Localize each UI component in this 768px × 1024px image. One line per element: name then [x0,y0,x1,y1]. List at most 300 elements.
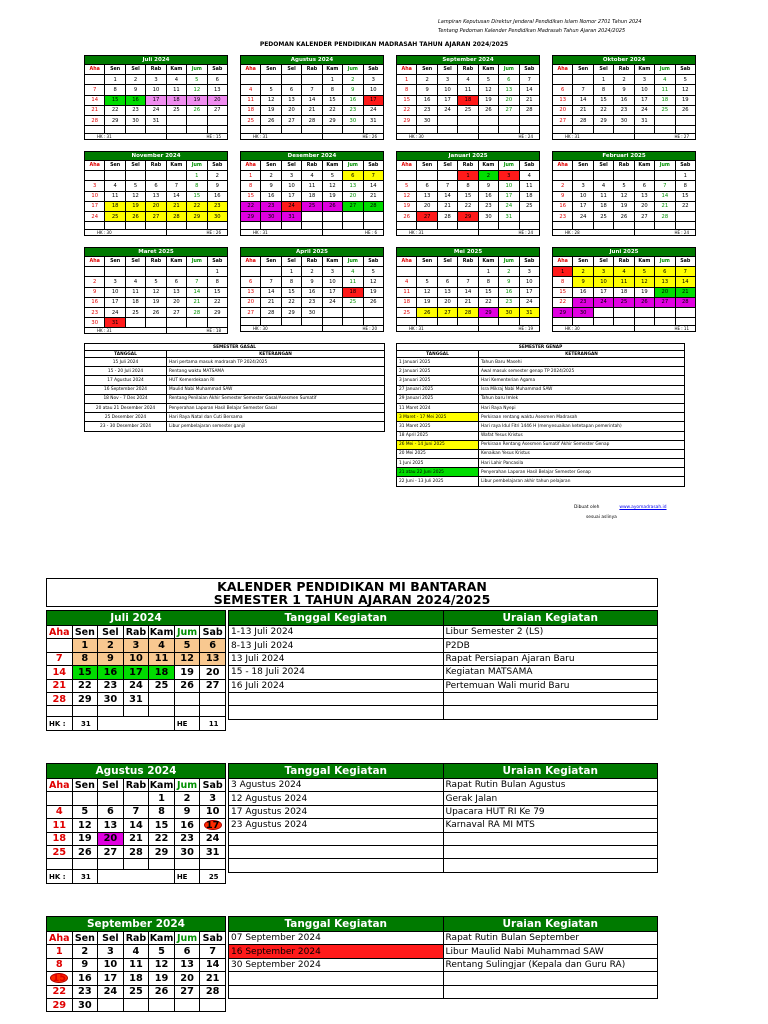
day-cell: 13 [146,191,166,201]
he-label: HE [174,870,200,884]
hk-count: HK : 31 [85,134,167,140]
day-cell [553,75,573,85]
day-cell: 6 [343,171,363,181]
weekday-header: Sel [593,257,613,267]
event-row [85,376,385,385]
day-cell [302,75,322,85]
day-cell: 31 [105,318,125,328]
day-cell: 20 [634,201,654,211]
event-description: Hari Raya Natal dan Cuti Bersama [167,413,385,422]
empty-cell [207,222,227,230]
hk-label: HK : [47,870,73,884]
empty-cell [72,859,98,870]
day-cell: 8 [207,277,227,287]
event-row [397,385,685,394]
empty-cell [105,222,125,230]
day-cell: 17 [573,201,593,211]
empty-cell [437,126,457,134]
activity-row [229,985,658,998]
activity-table [228,610,658,720]
day-cell: 14 [302,95,322,105]
weekday-header: Aha [397,257,417,267]
activity-date: 3 Agustus 2024 [229,779,444,792]
weekday-header: Rab [458,161,478,171]
month-name: Desember 2024 [241,152,384,161]
day-cell: 2 [72,945,98,958]
weekday-header: Sel [437,65,457,75]
activity-description [443,692,658,705]
day-cell [458,115,478,125]
day-cell: 6 [98,805,124,818]
empty-cell [437,222,457,230]
event-description: HUT Kemerdekaan RI [167,376,385,385]
he-count: HE : 11 [634,326,695,332]
day-cell: 18 [241,105,261,115]
day-cell [593,307,613,317]
month-calendar [240,55,384,140]
day-cell: 7 [85,85,105,95]
event-row [85,413,385,422]
day-cell [363,307,383,317]
event-row [397,394,685,403]
day-cell [634,171,654,181]
activity-description: P2DB [443,639,658,652]
event-row [397,422,685,431]
weekday-header: Sel [593,161,613,171]
empty-cell [478,318,498,326]
day-cell: 14 [363,181,383,191]
day-cell: 6 [499,75,519,85]
col-tanggal: TANGGAL [397,351,479,358]
day-cell: 22 [675,201,695,211]
weekday-header: Sab [363,161,383,171]
day-cell: 25 [125,307,145,317]
activity-date: 07 September 2024 [229,932,444,945]
day-cell [397,267,417,277]
day-cell [200,819,226,832]
empty-cell [281,318,301,326]
weekday-header: Aha [47,779,73,792]
weekday-header: Jum [174,932,200,945]
day-cell: 16 [478,191,498,201]
day-cell: 13 [499,85,519,95]
day-cell: 10 [281,181,301,191]
weekday-header: Aha [553,257,573,267]
day-cell: 22 [478,297,498,307]
decree-line-2: Tentang Pedoman Kalender Pendidikan Madrasah Tahun Ajaran 2024/2025 [438,28,626,34]
month-name: Februari 2025 [553,152,696,161]
event-date: 23 - 30 Desember 2024 [85,422,167,431]
day-cell: 29 [72,692,98,705]
day-cell: 30 [174,845,200,858]
semester-gasal-title: SEMESTER GASAL [85,344,385,351]
day-cell: 31 [634,115,654,125]
day-cell [593,171,613,181]
day-cell: 29 [281,307,301,317]
day-cell: 19 [322,191,342,201]
day-cell: 24 [573,211,593,221]
day-cell: 9 [614,85,634,95]
day-cell: 31 [519,307,539,317]
empty-cell [187,126,207,134]
day-cell: 19 [478,95,498,105]
event-date: 20 atau 21 Desember 2024 [85,403,167,412]
hk-label: HK : [47,717,73,731]
hk-count: 31 [72,870,98,884]
day-cell: 29 [207,307,227,317]
empty-cell [458,318,478,326]
day-cell: 26 [187,105,207,115]
day-cell: 24 [593,297,613,307]
day-cell: 8 [149,805,175,818]
day-cell: 8 [322,85,342,95]
day-cell: 7 [302,85,322,95]
day-cell [47,639,73,652]
empty-cell [499,126,519,134]
day-cell: 19 [614,201,634,211]
day-cell: 28 [200,985,226,998]
day-cell: 22 [322,105,342,115]
day-cell: 9 [553,191,573,201]
event-description: Maulid Nabi Muhammad SAW [167,385,385,394]
day-cell [72,792,98,805]
event-row [85,358,385,367]
day-cell: 2 [85,277,105,287]
activity-date: 15 - 18 Juli 2024 [229,666,444,679]
day-cell: 21 [437,201,457,211]
month-calendar [240,151,384,236]
day-cell: 18 [149,666,175,679]
day-cell: 6 [174,945,200,958]
empty-cell [125,222,145,230]
holiday-marker: 17 [204,820,222,830]
day-cell: 27 [634,211,654,221]
day-cell [125,267,145,277]
activity-description: Libur Semester 2 (LS) [443,626,658,639]
day-cell: 19 [397,201,417,211]
day-cell: 13 [417,191,437,201]
activity-date: 12 Agustus 2024 [229,792,444,805]
hk-count: HK : 31 [241,230,323,236]
day-cell: 2 [261,171,281,181]
event-description: Awal masuk semester genap TP 2024/2025 [479,367,685,376]
day-cell: 20 [343,191,363,201]
day-cell: 28 [85,115,105,125]
month-calendar [396,151,540,236]
activity-row [229,972,658,985]
day-cell: 28 [437,211,457,221]
day-cell: 10 [146,85,166,95]
day-cell: 6 [281,85,301,95]
event-row [85,367,385,376]
day-cell: 23 [72,985,98,998]
weekday-header: Sen [105,65,125,75]
weekday-header: Rab [614,65,634,75]
day-cell: 27 [146,211,166,221]
weekday-header: Aha [397,161,417,171]
day-cell [417,267,437,277]
day-cell: 30 [85,318,105,328]
day-cell: 5 [146,277,166,287]
day-cell: 18 [519,191,539,201]
day-cell: 22 [207,297,227,307]
empty-cell [146,222,166,230]
event-description: Hari Lahir Pancasila [479,459,685,468]
weekday-header: Jum [655,65,675,75]
day-cell: 20 [146,201,166,211]
day-cell: 10 [519,277,539,287]
empty-cell [146,126,166,134]
school-title-line-1: KALENDER PENDIDIKAN MI BANTARAN [217,579,487,594]
empty-cell [281,126,301,134]
he-count: HE : 24 [478,230,539,236]
day-cell: 25 [302,201,322,211]
day-cell [322,211,342,221]
day-cell: 18 [47,832,73,845]
weekday-header: Sab [200,932,226,945]
weekday-header: Aha [397,65,417,75]
day-cell: 21 [655,201,675,211]
weekday-header: Sen [573,257,593,267]
day-cell: 17 [281,191,301,201]
he-count: HE : 26 [322,134,383,140]
weekday-header: Jum [174,626,200,639]
day-cell: 25 [614,297,634,307]
day-cell: 3 [123,639,149,652]
weekday-header: Sel [437,257,457,267]
day-cell: 13 [200,652,226,665]
weekday-header: Rab [614,257,634,267]
event-date: 27 Januari 2025 [397,385,479,394]
day-cell [146,171,166,181]
day-cell [634,307,654,317]
activity-description [443,859,658,872]
weekday-header: Sen [261,161,281,171]
day-cell [174,998,200,1011]
day-cell: 22 [187,201,207,211]
day-cell: 3 [593,267,613,277]
day-cell: 12 [187,85,207,95]
event-date: 15 - 20 Juli 2024 [85,367,167,376]
spacer-cell [98,870,175,884]
empty-cell [322,318,342,326]
day-cell: 9 [72,958,98,971]
activity-date [229,859,444,872]
activity-description: Upacara HUT RI Ke 79 [443,805,658,818]
day-cell: 13 [166,287,186,297]
day-cell: 24 [146,105,166,115]
day-cell: 30 [261,211,281,221]
day-cell: 19 [363,287,383,297]
weekday-header: Rab [123,932,149,945]
day-cell: 4 [123,945,149,958]
he-count: HE : 27 [634,134,695,140]
day-cell: 28 [302,115,322,125]
day-cell: 10 [85,191,105,201]
he-label: HE [174,717,200,731]
day-cell: 22 [397,105,417,115]
day-cell: 21 [85,105,105,115]
decree-line-1: Lampiran Keputusan Direktur Jenderal Pendidikan Islam Nomor 2701 Tahun 2024 [438,19,642,25]
day-cell: 16 [98,666,124,679]
day-cell: 26 [125,211,145,221]
day-cell: 23 [98,679,124,692]
day-cell: 1 [458,171,478,181]
event-description: Rentang waktu MATSAMA [167,367,385,376]
event-date: 3 Januari 2025 [397,376,479,385]
day-cell: 16 [343,95,363,105]
day-cell [478,115,498,125]
weekday-header: Sel [98,626,124,639]
day-cell: 19 [187,95,207,105]
day-cell: 23 [499,297,519,307]
weekday-header: Jum [187,65,207,75]
day-cell: 22 [241,201,261,211]
day-cell: 6 [241,277,261,287]
empty-cell [593,318,613,326]
weekday-header: Sel [98,779,124,792]
day-cell: 8 [458,181,478,191]
day-cell: 26 [322,201,342,211]
day-cell: 11 [302,181,322,191]
day-cell: 4 [614,267,634,277]
day-cell [105,171,125,181]
day-cell: 27 [207,105,227,115]
day-cell [241,75,261,85]
day-cell: 17 [363,95,383,105]
empty-cell [187,222,207,230]
day-cell: 29 [149,845,175,858]
event-date: 25 Desember 2024 [85,413,167,422]
day-cell: 17 [634,95,654,105]
day-cell: 16 [85,297,105,307]
empty-cell [397,318,417,326]
weekday-header: Kam [149,779,174,791]
day-cell: 10 [437,85,457,95]
event-row [397,358,685,367]
day-cell: 12 [478,85,498,95]
day-cell [397,171,417,181]
day-cell: 13 [281,95,301,105]
source-link[interactable]: www.ayomadrasah.id [619,505,667,510]
day-cell [166,267,186,277]
day-cell: 12 [363,277,383,287]
activity-date [229,706,444,719]
day-cell: 6 [553,85,573,95]
day-cell [166,318,186,328]
day-cell [437,171,457,181]
day-cell [200,998,226,1011]
day-cell: 12 [149,958,175,971]
he-count: 11 [200,717,226,731]
event-date: 2 Januari 2025 [397,367,479,376]
empty-cell [363,318,383,326]
hk-count: HK : 31 [241,134,323,140]
day-cell: 21 [166,201,186,211]
event-row [397,459,685,468]
activity-row [229,692,658,705]
empty-cell [519,126,539,134]
day-cell: 25 [149,679,175,692]
empty-cell [98,706,124,717]
day-cell: 18 [614,287,634,297]
empty-cell [241,318,261,326]
day-cell: 7 [458,277,478,287]
weekday-header: Jum [343,257,363,267]
day-cell: 5 [363,267,383,277]
day-cell: 26 [72,845,98,858]
weekday-header: Rab [146,65,166,75]
month-calendar [84,55,228,140]
activity-date: 30 September 2024 [229,958,444,971]
day-cell: 24 [499,201,519,211]
school-month-calendar [46,763,226,884]
empty-cell [675,318,695,326]
day-cell: 14 [573,95,593,105]
event-description: Penyerahan Laporan Hasil Belajar Semester Genap [479,468,685,477]
weekday-header: Jum [499,257,519,267]
day-cell: 9 [478,181,498,191]
empty-cell [614,318,634,326]
day-cell: 11 [519,181,539,191]
weekday-header: Sen [105,161,125,171]
day-cell: 26 [478,105,498,115]
day-cell: 26 [634,297,654,307]
month-name: Agustus 2024 [47,764,226,779]
empty-cell [123,706,149,717]
day-cell: 27 [655,297,675,307]
day-cell: 7 [519,75,539,85]
day-cell: 29 [187,211,207,221]
day-cell: 24 [363,105,383,115]
day-cell: 27 [437,307,457,317]
day-cell: 23 [573,297,593,307]
day-cell: 23 [125,105,145,115]
day-cell: 19 [675,95,695,105]
day-cell: 26 [614,211,634,221]
event-description: Hari Raya Nyepi [479,403,685,412]
day-cell: 19 [72,832,98,845]
month-calendar [396,55,540,140]
day-cell [553,171,573,181]
event-description: Kenaikan Yesus Kristus [479,449,685,458]
activity-row [229,779,658,792]
event-date: 29 Januari 2025 [397,394,479,403]
day-cell: 25 [47,845,73,858]
weekday-header: Sen [573,65,593,75]
day-cell [187,267,207,277]
day-cell: 13 [174,958,200,971]
day-cell: 7 [200,945,226,958]
school-month-calendar [46,610,226,731]
day-cell: 2 [417,75,437,85]
month-calendar [552,247,696,332]
activity-date: 16 Juli 2024 [229,679,444,692]
event-row [397,376,685,385]
activity-date: 16 September 2024 [229,945,444,958]
day-cell: 28 [519,105,539,115]
weekday-header: Rab [123,779,149,792]
day-cell: 5 [614,181,634,191]
day-cell [98,998,124,1011]
day-cell: 19 [125,201,145,211]
day-cell [98,792,124,805]
weekday-header: Jum [655,257,675,267]
day-cell: 6 [655,267,675,277]
day-cell: 13 [207,85,227,95]
day-cell: 25 [105,211,125,221]
day-cell: 11 [125,287,145,297]
